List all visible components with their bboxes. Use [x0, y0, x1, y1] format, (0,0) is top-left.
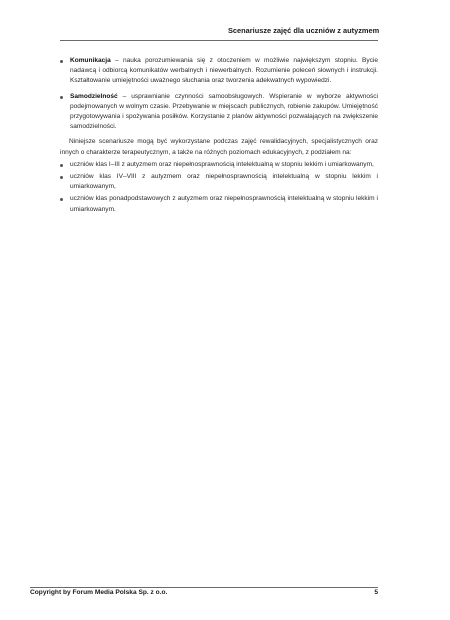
bullet-icon [60, 60, 63, 63]
list-item [60, 160, 378, 170]
list-item-term: Komunikacja [70, 57, 111, 64]
running-header: Scenariusze zajęć dla uczniów z autyzmem [228, 26, 380, 35]
bullet-icon [60, 198, 63, 201]
list-item-text: – nauka porozumiewania się z otoczeniem w możliwie największym stopniu. Bycie nadawcą i odbiorcą komunikatów werbalnych i niewerbalnych. Rozumienie poleceń słownych i instrukcji. Kształtowanie umiejętności uważnego słuchania oraz tworzenia adekwatnych wypowiedzi. [70, 57, 378, 85]
list-item [60, 172, 378, 192]
skills-list [60, 56, 378, 132]
list-item [60, 194, 378, 214]
list-item-text: – usprawnianie czynności samoobsługowych. Wspieranie w wyborze aktywności podejmowanych w wolnym czasie. Przebywanie w miejscach publicznych, robienie zakupów. Umiejętność przygotowywania i spożywania posiłków. Korzystanie z planów aktywności pozwalających na zwiększenie samodzielności. [70, 92, 378, 131]
header-divider [60, 40, 378, 41]
bullet-icon [60, 176, 63, 179]
footer-divider [30, 587, 378, 588]
intro-paragraph: Niniejsze scenariusze mogą być wykorzystane podczas zajęć rewalidacyjnych, specjalistycznych oraz innych o charakterze terapeutycznym, a także na różnych poziomach edukacyjnych, z podziałem na: [60, 138, 378, 156]
list-item [60, 56, 378, 87]
page-number: 5 [374, 589, 378, 596]
bullet-icon [60, 96, 63, 99]
list-item-text: uczniów klas ponadpodstawowych z autyzmem oraz niepełnosprawnością intelektualną w stopniu lekkim i umiarkowanym. [70, 195, 378, 213]
copyright-notice: Copyright by Forum Media Polska Sp. z o.o. [30, 589, 168, 596]
page-content [60, 56, 378, 217]
list-item-term: Samodzielność [70, 92, 118, 100]
list-item-text: uczniów klas IV–VIII z autyzmem oraz niepełnosprawnością intelektualną w stopniu lekkim i umiarkowanym, [70, 173, 378, 191]
list-item-text: uczniów klas I–III z autyzmem oraz niepełnosprawnością intelektualną w stopniu lekkim i umiarkowanym, [70, 160, 374, 168]
student-groups-list [60, 160, 378, 215]
bullet-icon [60, 164, 63, 167]
list-item [60, 92, 378, 133]
